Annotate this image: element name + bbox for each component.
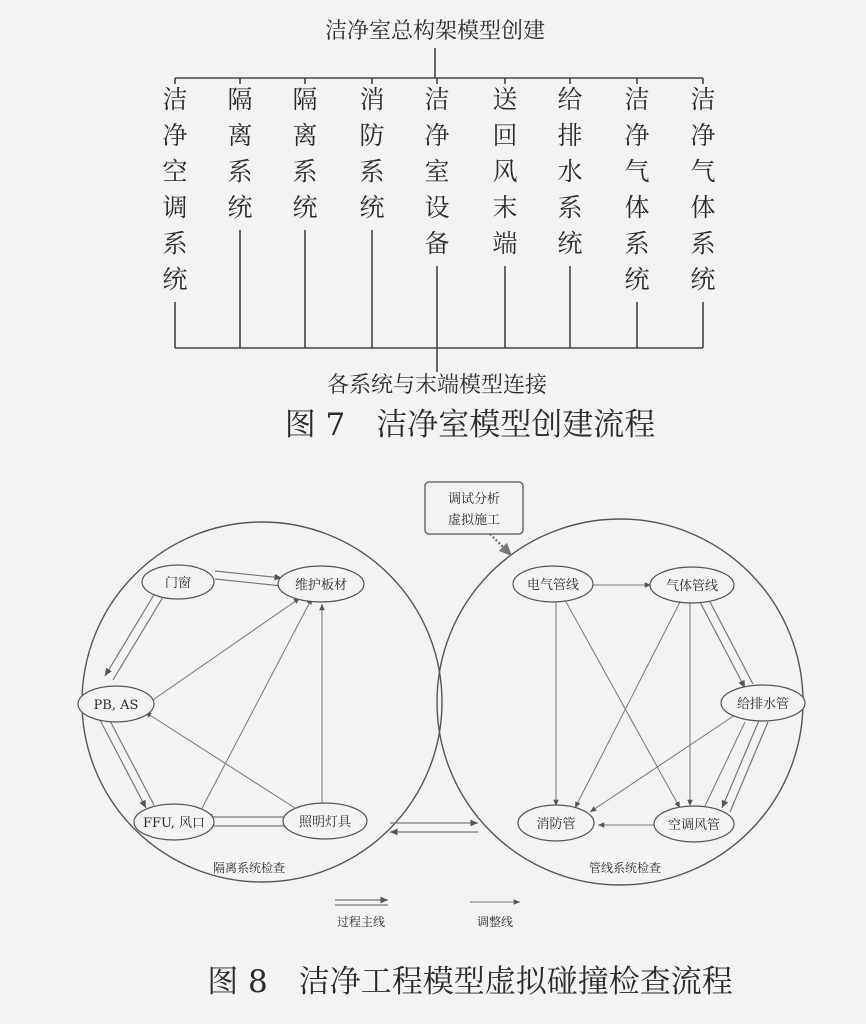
node-light-label: 照明灯具 <box>298 815 352 830</box>
fig7-top-title: 洁净室总构架模型创建 <box>324 19 546 44</box>
fig7-column-4: 消防系统 <box>359 85 385 222</box>
circle-link <box>390 823 478 832</box>
fig7-column-8: 洁净气体系统 <box>624 85 650 294</box>
legend <box>335 900 520 929</box>
node-water-label: 给排水管 <box>736 697 790 712</box>
fig7-bottom-label: 各系统与末端模型连接 <box>326 373 548 398</box>
left-circle-label: 隔离系统检查 <box>212 861 286 875</box>
fig7-column-3: 隔离系统 <box>292 85 318 222</box>
node-door-label: 门窗 <box>164 576 192 591</box>
legend-adjust-label: 调整线 <box>476 915 514 929</box>
figure7 <box>162 19 715 443</box>
legend-main-label: 过程主线 <box>336 915 386 929</box>
debug-box-line2: 虚拟施工 <box>447 513 501 528</box>
node-ac-label: 空调风管 <box>667 818 721 833</box>
figure8 <box>78 482 805 1000</box>
node-pb-label: PB, AS <box>93 698 139 713</box>
fig7-column-7: 给排水系统 <box>557 85 583 258</box>
fig7-column-1: 洁净空调系统 <box>162 85 188 294</box>
node-panel-label: 维护板材 <box>294 578 348 593</box>
right-nodes <box>513 566 805 842</box>
fig8-caption: 图 8 洁净工程模型虚拟碰撞检查流程 <box>207 964 733 1000</box>
node-ffu-label: FFU, 风口 <box>142 816 206 831</box>
node-fire-label: 消防管 <box>536 817 576 832</box>
fig7-column-6: 送回风末端 <box>492 85 518 258</box>
node-gas-label: 气体管线 <box>665 579 719 594</box>
right-circle-label: 管线系统检查 <box>588 861 662 875</box>
left-nodes <box>78 565 367 840</box>
fig7-column-5: 洁净室设备 <box>424 85 450 258</box>
fig7-column-9: 洁净气体系统 <box>690 85 716 294</box>
debug-box-line1: 调试分析 <box>447 492 501 507</box>
fig7-column-2: 隔离系统 <box>227 85 253 222</box>
fig7-columns <box>162 78 715 348</box>
node-elec-label: 电气管线 <box>526 578 580 593</box>
fig7-caption: 图 7 洁净室模型创建流程 <box>284 407 656 443</box>
box-link <box>490 534 512 556</box>
